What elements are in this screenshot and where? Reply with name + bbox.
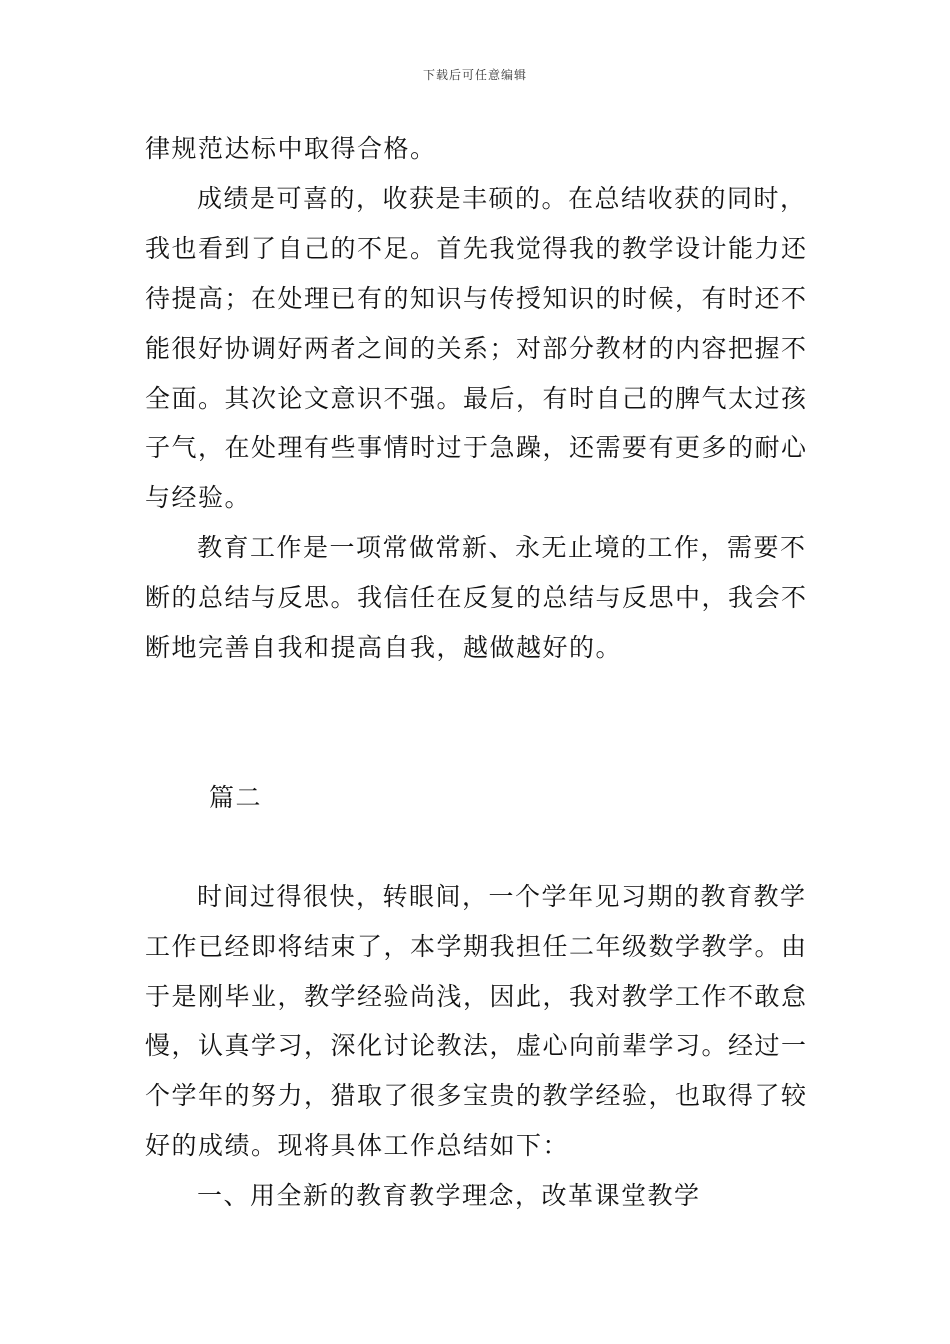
text-line: 好的成绩。现将具体工作总结如下：: [145, 1131, 570, 1160]
text-line: 慢，认真学习，深化讨论教法，虚心向前辈学习。经过一: [145, 1031, 808, 1060]
text-line: 于是刚毕业，教学经验尚浅，因此，我对教学工作不敢怠: [145, 982, 808, 1011]
text-line: 断地完善自我和提高自我，越做越好的。: [145, 633, 623, 662]
text-line: 工作已经即将结束了，本学期我担任二年级数学教学。由: [145, 932, 808, 961]
paragraph-start-line: 教育工作是一项常做常新、永无止境的工作，需要不: [197, 533, 807, 562]
text-line: 断的总结与反思。我信任在反复的总结与反思中，我会不: [145, 583, 808, 612]
text-line: 待提高；在处理已有的知识与传授知识的时候，有时还不: [145, 284, 808, 313]
text-line: 与经验。: [145, 483, 252, 512]
paragraph-start-line: 时间过得很快，转眼间，一个学年见习期的教育教学: [197, 882, 807, 911]
text-line: 律规范达标中取得合格。: [145, 134, 437, 163]
text-line: 能很好协调好两者之间的关系；对部分教材的内容把握不: [145, 334, 808, 363]
text-line: 个学年的努力，猎取了很多宝贵的教学经验，也取得了较: [145, 1081, 808, 1110]
page-header: 下载后可任意编辑: [422, 68, 527, 82]
text-line: 全面。其次论文意识不强。最后，有时自己的脾气太过孩: [145, 384, 808, 413]
section-heading: 篇二: [209, 783, 263, 812]
subheading-line: 一、用全新的教育教学理念，改革课堂教学: [197, 1181, 701, 1210]
text-line: 我也看到了自己的不足。首先我觉得我的教学设计能力还: [145, 234, 808, 263]
paragraph-start-line: 成绩是可喜的，收获是丰硕的。在总结收获的同时，: [197, 184, 807, 213]
text-line: 子气，在处理有些事情时过于急躁，还需要有更多的耐心: [145, 433, 808, 462]
